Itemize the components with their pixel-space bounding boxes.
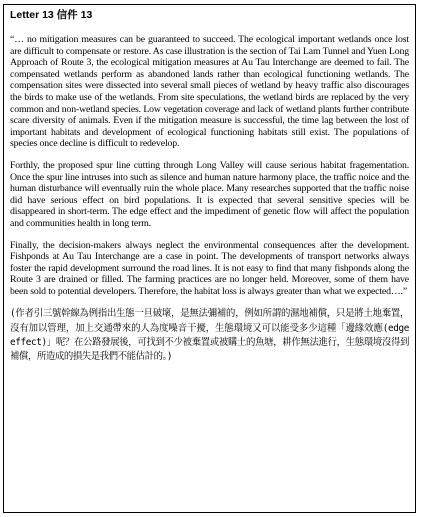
letter-paragraph-2: Forthly, the proposed spur line cutting through Long Valley will cause serious habitat fragementation. Once the spur line intruses into such as silence and human nature harmony place, the traffic noice and the human disturbance will eventually ruin the whole place. Many researches supported that the traffic noise did have serious effect on bird populations. It is expected that several sensitive species will be disappeared in short-term. The edge effect and the impediment of genetic flow will affect the population and communities health in long term. xyxy=(10,159,409,229)
letter-paragraph-1: “… no mitigation measures can be guaranteed to succeed. The ecological important wetlands once lost are difficult to compensate or restore. As case illustration is the section of Tai Lam Tunnel and Yuen Long Approach of Route 3, the ecological mitigation measures at Au Tau Interchange are deemed to fail. The compensated wetlands perform as abandoned lands rather than ecological functioning wetlands. The compensation sites were dissected into several small pieces of wetland by heavy traffic also discourages the birds to make use of the wetlands. From site speculations, the wetland birds are replaced by the very common and non-wetland species. Low vegetation coverage and lack of wetland plants further contribute scare diversity of animals. Even if the mitigation measure is successful, the time lag between the lost of important habitats and development of ecological functioning habitats still exist. The populations of species once decline is difficult to redevelop. xyxy=(10,34,409,150)
letter-paragraph-3: Finally, the decision-makers always neglect the environmental consequences after the development. Fishponds at Au Tau Interchange are a case in point. The developments of transport networks always foster the rapid development surround the road lines. It is not easy to find that many fishponds along the Route 3 are drained or filled. The farming practices are no longer held. Moreover, some of them have been sold to potential developers. Therefore, the habitat loss is always greater than what we expected….” xyxy=(10,239,409,297)
chinese-summary-note: (作者引三號幹線為例指出生態一旦破壞，是無法彌補的，例如所謂的濕地補償，只是將土地棄置，沒有加以管理，加上交通帶來的人為度噪音干擾，生態環境又可以能受多少這種「邊緣效應(edge effect)」呢？在公路發展後，可找到不少被棄置或被購土的魚塘，耕作無法進行，生態環境沒得到補償，所造成的損失是我們不能估計的。) xyxy=(10,308,409,363)
letter-box xyxy=(3,4,416,513)
letter-title: Letter 13 信件 13 xyxy=(10,9,93,21)
